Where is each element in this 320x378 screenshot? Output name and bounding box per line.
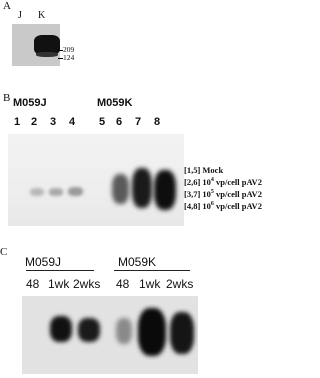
group-label-c-m059j: M059J [25,255,62,269]
group-label-c-m059k: M059K [118,255,157,269]
legend-4-8-prefix: [4,8] 10 [184,201,211,211]
marker-209: 209 [63,45,75,54]
lane-number-5: 5 [99,116,106,128]
band-b-lane-6 [112,174,129,204]
group-underline-c-m059k [114,270,190,271]
legend-2-6-suffix: vp/cell pAV2 [213,177,262,187]
band-b-lane-4 [68,187,83,196]
timepoint-k-1wk: 1wk [139,277,161,291]
lane-number-8: 8 [154,116,161,128]
timepoint-k-48: 48 [116,277,130,291]
timepoint-j-1wk: 1wk [48,277,70,291]
panel-a-band-k-tail [36,52,58,57]
panel-c-blot [22,296,198,374]
timepoint-j-2wks: 2wks [73,277,101,291]
group-label-m059k: M059K [97,97,133,109]
band-c-k-1wk [138,308,166,356]
legend-3-7-prefix: [3,7] 10 [184,189,211,199]
legend-2-6-prefix: [2,6] 10 [184,177,211,187]
timepoint-j-48: 48 [26,277,40,291]
lane-number-7: 7 [135,116,142,128]
group-underline-c-m059j [26,270,94,271]
legend-lanes-2-6 [184,177,262,187]
band-c-k-2wks [170,312,194,354]
lane-number-2: 2 [31,116,38,128]
lane-number-6: 6 [116,116,123,128]
lane-number-3: 3 [50,116,57,128]
band-c-j-1wk [50,316,72,342]
band-b-lane-2 [30,188,44,196]
marker-124: 124 [63,53,75,62]
legend-lanes-3-7 [184,189,262,199]
group-label-m059j: M059J [13,97,47,109]
band-b-lane-7 [132,168,152,208]
legend-2-6-exp: 4 [210,177,214,184]
lane-number-1: 1 [14,116,21,128]
panel-c-letter: C [0,246,8,258]
legend-4-8-exp: 6 [210,201,214,208]
legend-lanes-4-8 [184,201,262,211]
lane-label-k: K [38,10,46,21]
panel-a-blot [12,24,60,66]
legend-4-8-suffix: vp/cell pAV2 [213,201,262,211]
band-b-lane-3 [49,188,63,196]
panel-a-letter: A [3,0,11,12]
panel-b-blot [8,134,184,226]
lane-number-4: 4 [69,116,76,128]
band-c-k-48 [116,318,132,344]
timepoint-k-2wks: 2wks [166,277,194,291]
legend-3-7-exp: 5 [210,189,214,196]
band-c-j-2wks [78,318,100,342]
legend-mock: [1,5] Mock [184,165,224,175]
lane-label-j: J [18,10,22,21]
panel-b-letter: B [3,92,11,104]
band-b-lane-8 [154,170,176,210]
legend-3-7-suffix: vp/cell pAV2 [213,189,262,199]
